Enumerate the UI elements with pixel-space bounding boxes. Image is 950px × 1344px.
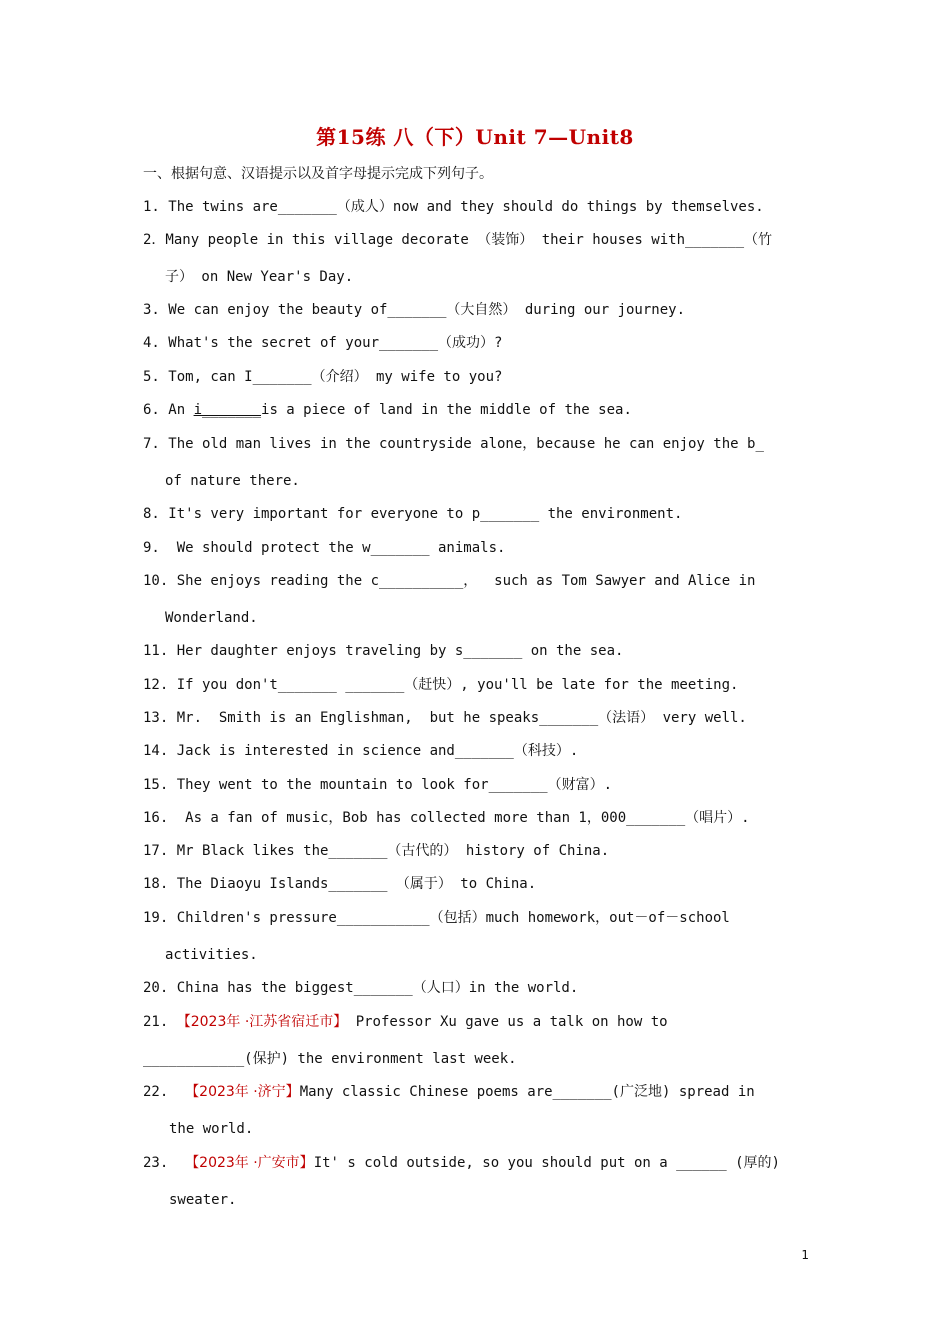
question-23 bbox=[143, 1154, 808, 1172]
question-6-rest: is a piece of land in the middle of the sea. bbox=[261, 402, 632, 418]
question-21-text: Professor Xu gave us a talk on how to bbox=[355, 1014, 668, 1030]
question-23-source: 【2023年 ·广安市】 bbox=[185, 1155, 314, 1171]
question-21-cont: ____________(保护) the environment last week. bbox=[143, 1051, 517, 1067]
question-21-num: 21. bbox=[143, 1014, 169, 1030]
question-2: 2．Many people in this village decorate （装饰） their houses with_______（竹 bbox=[143, 232, 773, 248]
question-21 bbox=[143, 1013, 808, 1031]
question-16: 16. As a fan of music，Bob has collected more than 1，000_______（唱片）. bbox=[143, 810, 750, 826]
question-17: 17. Mr Black likes the_______（古代的） history of China. bbox=[143, 843, 610, 859]
question-6-blank: i_______ bbox=[193, 402, 262, 418]
question-4: 4. What's the secret of your_______（成功）? bbox=[143, 335, 503, 351]
question-23-cont: sweater. bbox=[169, 1192, 237, 1208]
question-18: 18. The Diaoyu Islands_______ （属于） to China. bbox=[143, 876, 537, 892]
question-21-source: 【2023年 ·江苏省宿迁市】 bbox=[176, 1014, 348, 1030]
question-19-cont: activities. bbox=[165, 947, 258, 963]
page-title: 第15练 八（下）Unit 7—Unit8 bbox=[316, 125, 634, 149]
question-3: 3. We can enjoy the beauty of_______（大自然） during our journey. bbox=[143, 302, 686, 318]
question-5: 5. Tom, can I_______（介绍） my wife to you? bbox=[143, 369, 503, 385]
question-14: 14. Jack is interested in science and_______（科技）. bbox=[143, 743, 579, 759]
question-15: 15. They went to the mountain to look for_______（财富）. bbox=[143, 777, 613, 793]
question-1: 1. The twins are_______（成人）now and they should do things by themselves. bbox=[143, 199, 764, 215]
question-10: 10. She enjoys reading the c__________， such as Tom Sawyer and Alice in bbox=[143, 573, 756, 589]
question-2-cont: 子） on New Year's Day. bbox=[165, 269, 354, 285]
question-22-num: 22. bbox=[143, 1084, 169, 1100]
question-10-cont: Wonderland. bbox=[165, 610, 258, 626]
question-23-num: 23. bbox=[143, 1155, 169, 1171]
question-12: 12. If you don't_______ _______（赶快）, you'll be late for the meeting. bbox=[143, 677, 739, 693]
question-19: 19. Children's pressure___________（包括）much homework，out－of－school bbox=[143, 910, 730, 926]
question-7-cont: of nature there. bbox=[165, 473, 300, 489]
question-22-text: Many classic Chinese poems are_______(广泛地) spread in bbox=[299, 1084, 755, 1100]
page-number: 1 bbox=[801, 1248, 809, 1262]
question-8: 8. It's very important for everyone to p_______ the environment. bbox=[143, 506, 683, 522]
question-7: 7. The old man lives in the countryside alone，because he can enjoy the b_ bbox=[143, 436, 764, 452]
section-heading: 一、根据句意、汉语提示以及首字母提示完成下列句子。 bbox=[143, 166, 493, 182]
question-22-source: 【2023年 ·济宁】 bbox=[185, 1084, 300, 1100]
question-20: 20. China has the biggest_______（人口）in the world. bbox=[143, 980, 579, 996]
question-23-text: It' s cold outside, so you should put on a ______ (厚的) bbox=[313, 1155, 780, 1171]
question-9: 9. We should protect the w_______ animals. bbox=[143, 540, 506, 556]
question-13: 13. Mr. Smith is an Englishman, but he speaks_______（法语） very well. bbox=[143, 710, 747, 726]
question-6-lead: 6. An bbox=[143, 402, 194, 418]
question-6 bbox=[143, 401, 808, 419]
question-22-cont: the world. bbox=[169, 1121, 254, 1137]
question-22 bbox=[143, 1083, 808, 1101]
question-11: 11. Her daughter enjoys traveling by s_______ on the sea. bbox=[143, 643, 624, 659]
